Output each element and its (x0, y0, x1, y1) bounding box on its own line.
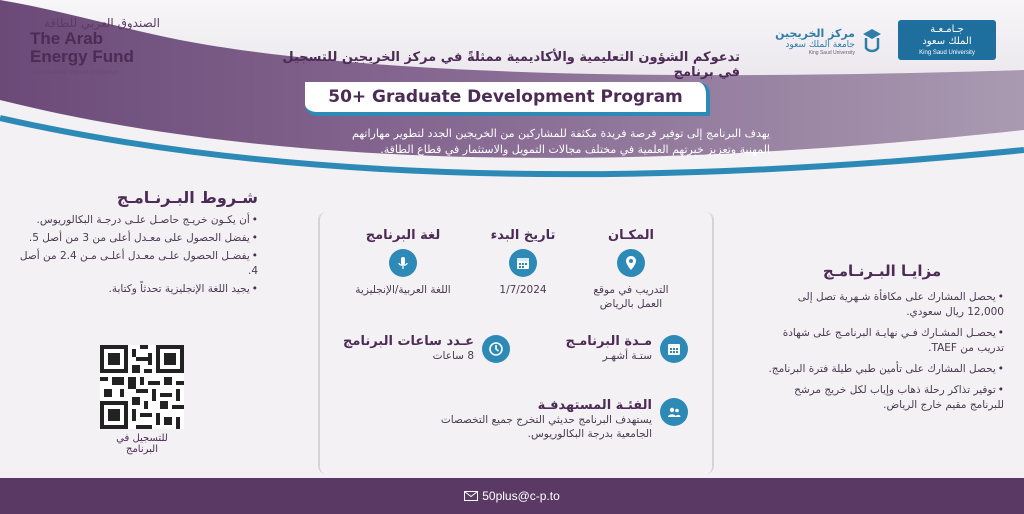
fund-name-ar: الصندوق العربي للطاقة (43, 16, 160, 30)
ksu-name-ar-1: جـامـعـة (930, 24, 964, 35)
program-conditions (18, 188, 258, 300)
calendar-icon (509, 249, 537, 277)
feature-duration (528, 334, 688, 363)
hours-value: 8 ساعات (432, 350, 474, 362)
program-benefits (760, 262, 1004, 419)
target-value-1: يستهدف البرنامج حديثي التخرج جميع التخصصات (440, 414, 652, 426)
benefit-item: • توفير تذاكر رحلة ذهاب وإياب لكل خريج مرشح للبرنامج مقيم خارج الرياض. (760, 383, 1004, 413)
aim-line-1: يهدف البرنامج إلى توفير فرصة فريدة مكثفة للمشاركين من الخريجين الجدد لتطوير مهاراتهم (352, 127, 770, 140)
language-value: اللغة العربية/الإنجليزية (355, 284, 451, 296)
program-aim (240, 126, 770, 158)
alumni-name-ar: مركز الخريجين (775, 26, 855, 40)
email-icon (464, 491, 478, 501)
king-saud-university-logo (898, 20, 996, 60)
arab-energy-fund-logo (30, 16, 160, 76)
clock-icon (482, 335, 510, 363)
aim-line-2: المهنية وتعزيز خبرتهم العلمية في مختلف مجالات التمويل والاستثمار في قطاع الطاقة. (380, 143, 770, 156)
invitation-text: تدعوكم الشؤون التعليمية والأكاديمية ممثلةً في مركز الخريجين للتسجيل في برنامج (282, 50, 740, 80)
start-date-value: 1/7/2024 (499, 284, 547, 296)
conditions-list (18, 213, 258, 297)
microphone-icon (389, 249, 417, 277)
program-details-card (318, 212, 714, 474)
feature-start-date (468, 228, 578, 297)
condition-item: • يفضـل الحصول علـى معـدل أعلـى مـن 2.4 من أصل 4. (18, 249, 258, 279)
alumni-university-en: King Saud University (808, 49, 855, 56)
location-pin-icon (617, 249, 645, 277)
fund-tagline: A Multilateral Impact Institution (30, 69, 119, 76)
language-heading: لغة البرنامج (365, 228, 441, 243)
footer-bar (0, 478, 1024, 514)
location-value-2: العمل بالرياض (599, 298, 663, 310)
alumni-university-ar: جامعة الملك سعود (785, 39, 855, 50)
duration-calendar-icon (660, 335, 688, 363)
hours-heading: عـدد ساعات البرنامج (343, 334, 474, 349)
start-date-heading: تاريخ البدء (490, 228, 556, 243)
feature-location (566, 228, 696, 311)
benefits-list (760, 290, 1004, 413)
condition-item: • أن يكـون خريـج حاصـل علـى درجـة البكالوريوس. (18, 213, 258, 228)
condition-item: • يفضل الحصول على معـدل أعلى من 3 من أصل 5. (18, 231, 258, 246)
alumni-center-logo (768, 22, 883, 60)
program-title: 50+ Graduate Development Program (305, 82, 710, 116)
people-icon (660, 398, 688, 426)
fund-name-en-2: Energy Fund (30, 47, 134, 66)
graduation-cap-icon (861, 26, 883, 56)
target-value-2: الجامعية بدرجة البكالوريوس. (527, 428, 652, 440)
qr-code-icon[interactable] (100, 345, 184, 429)
benefit-item: • يحصل المشارك على مكافأة شـهرية تصل إلى 12,000 ريال سعودي. (760, 290, 1004, 320)
duration-value: ستـة أشهـر (602, 350, 652, 362)
location-value-1: التدريب في موقع (593, 284, 669, 296)
conditions-title: شـروط البـرنـامـج (116, 188, 258, 207)
registration-qr[interactable] (100, 345, 184, 453)
feature-hours (326, 334, 510, 363)
ksu-name-en: King Saud University (919, 50, 975, 56)
qr-caption: للتسجيل في البرنامج (116, 433, 168, 455)
fund-name-en-1: The Arab (30, 29, 104, 48)
location-heading: المكـان (607, 228, 655, 243)
benefit-item: • يحصل المشارك على تأمين طبي طيلة فترة البرنامج. (760, 362, 1004, 377)
condition-item: • يجيد اللغة الإنجليزية تحدثاً وكتابة. (18, 282, 258, 297)
feature-target-group (368, 398, 688, 441)
duration-heading: مـدة البرنامـج (565, 334, 652, 349)
target-heading: الفئـة المستهدفـة (537, 398, 652, 413)
feature-language (332, 228, 474, 297)
contact-email-link[interactable]: 50plus@c-p.to (482, 489, 560, 503)
ksu-name-ar-2: الملك سعود (922, 36, 972, 47)
benefits-title: مزايـا البـرنـامـج (822, 262, 942, 280)
benefit-item: • يحصـل المشـارك فـي نهايـة البرنامـج على شهادة تدريب من TAEF. (760, 326, 1004, 356)
